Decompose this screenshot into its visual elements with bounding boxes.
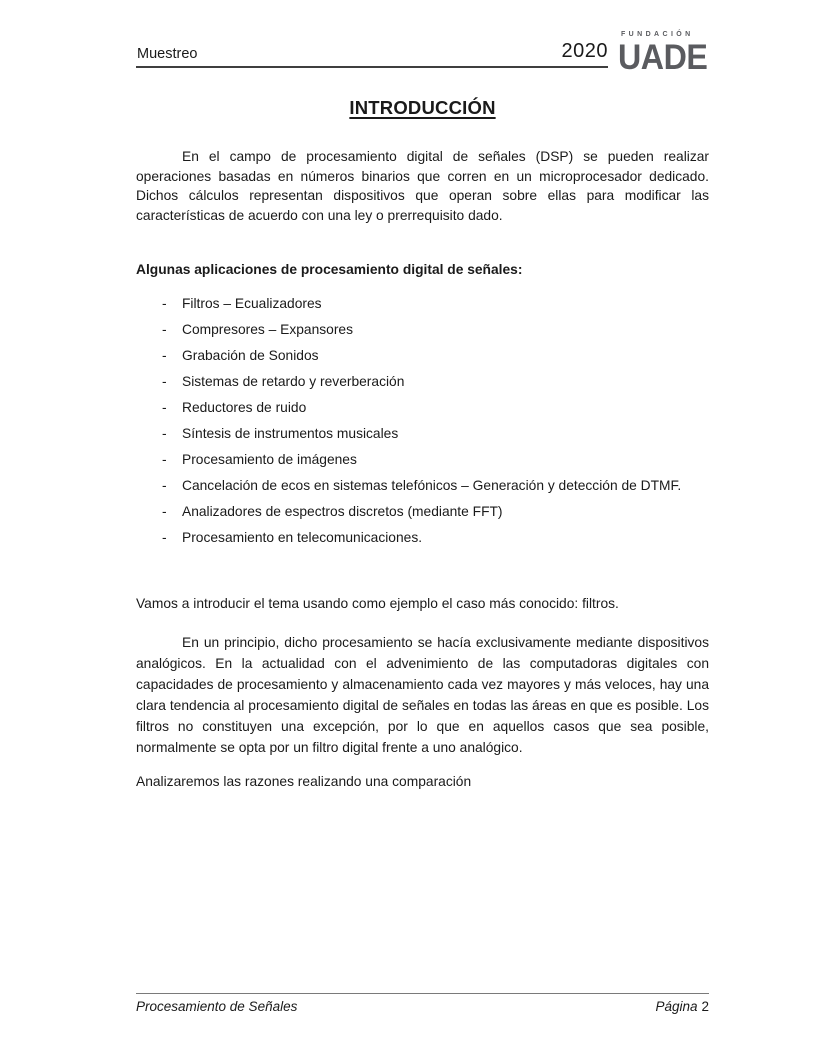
page-footer: [136, 993, 709, 1014]
applications-heading: Algunas aplicaciones de procesamiento digital de señales:: [136, 262, 523, 277]
list-dash: -: [162, 425, 167, 441]
list-item: [162, 476, 709, 496]
list-item-label: Reductores de ruido: [182, 399, 307, 415]
list-item: [162, 398, 709, 418]
list-item: [162, 346, 709, 366]
list-item: [162, 450, 709, 470]
list-item-label: Compresores – Expansores: [182, 321, 354, 337]
list-item-label: Cancelación de ecos en sistemas telefónicos – Generación y detección de DTMF.: [182, 477, 682, 493]
list-item: [162, 320, 709, 340]
list-item-label: Procesamiento de imágenes: [182, 451, 357, 467]
list-item-label: Síntesis de instrumentos musicales: [182, 425, 399, 441]
list-item-label: Procesamiento en telecomunicaciones.: [182, 529, 423, 545]
list-dash: -: [162, 399, 167, 415]
list-dash: -: [162, 295, 167, 311]
list-dash: -: [162, 347, 167, 363]
list-item: [162, 528, 709, 548]
intro-paragraph: En el campo de procesamiento digital de señales (DSP) se pueden realizar operaciones basadas en números binarios que corren en un microprocesador dedicado. Dichos cálculos representan dispositivos que operan sobre ellas para modificar las características de acuerdo con una ley o prerrequisito dado.: [136, 149, 709, 223]
list-dash: -: [162, 477, 167, 493]
list-item: [162, 294, 709, 314]
footer-page-label: Página: [655, 999, 698, 1014]
logo-uade-label: UADE: [618, 38, 708, 77]
list-dash: -: [162, 451, 167, 467]
applications-list: [136, 294, 709, 548]
footer-doc-name: Procesamiento de Señales: [136, 999, 298, 1014]
list-item: [162, 372, 709, 392]
list-item: [162, 502, 709, 522]
list-item-label: Analizadores de espectros discretos (mediante FFT): [182, 503, 503, 519]
list-dash: -: [162, 529, 167, 545]
logo-fundacion-label: FUNDACIÓN: [621, 31, 694, 38]
doc-title: Muestreo: [137, 46, 198, 62]
list-item: [162, 424, 709, 444]
list-dash: -: [162, 503, 167, 519]
list-item-label: Grabación de Sonidos: [182, 347, 319, 363]
page-title: INTRODUCCIÓN: [349, 97, 496, 118]
list-item-label: Filtros – Ecualizadores: [182, 295, 322, 311]
closing-line: Analizaremos las razones realizando una comparación: [136, 773, 472, 789]
footer-page-number: 2: [701, 999, 709, 1014]
filters-intro-line: Vamos a introducir el tema usando como ejemplo el caso más conocido: filtros.: [136, 596, 619, 611]
list-item-label: Sistemas de retardo y reverberación: [182, 373, 405, 389]
footer-page-indicator: [655, 999, 709, 1014]
list-dash: -: [162, 373, 167, 389]
list-dash: -: [162, 321, 167, 337]
body-paragraph: En un principio, dicho procesamiento se hacía exclusivamente mediante dispositivos analógicos. En la actualidad con el advenimiento de las computadoras digitales con capacidades de procesamiento y almacenamiento cada vez mayores y más veloces, hay una clara tendencia al procesamiento digital de señales en todas las áreas en que es posible. Los filtros no constituyen una excepción, por lo que en aquellos casos que sea posible, normalmente se opta por un filtro digital frente a uno analógico.: [136, 634, 709, 755]
year-label: 2020: [561, 40, 608, 62]
document-body: [136, 0, 709, 791]
